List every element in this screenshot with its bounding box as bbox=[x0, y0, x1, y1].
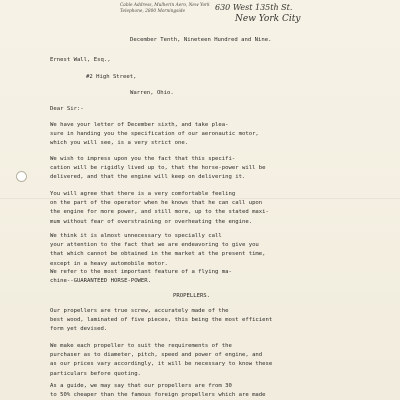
letter-date: December Tenth, Nineteen Hundred and Nine. bbox=[130, 37, 272, 43]
letterhead-address bbox=[215, 2, 365, 25]
paragraph-1: We have your letter of December sixth, and take plea- sure in handing you the specification of our aeronautic motor, which you will see, is a very strict one. bbox=[50, 122, 259, 147]
letterhead-telephone-line: Telephone, 2800 Morningside bbox=[120, 9, 186, 14]
paragraph-4: We think it is almost unnecessary to specially call your attention to the fact that we are endeavoring to give you that which cannot be obtained in the market at the present time, except in a heavy automobile motor. bbox=[50, 233, 266, 267]
letterhead-street: 630 West 135th St. bbox=[215, 3, 293, 12]
recipient-street: #2 High Street, bbox=[86, 74, 137, 80]
paragraph-2: We wish to impress upon you the fact that this specifi- cation will be rigidly lived up to, that the horse-power will be delivered, and that the engine will keep on delivering it. bbox=[50, 156, 266, 181]
recipient-name: Ernest Wall, Esq., bbox=[50, 57, 111, 63]
paragraph-3: You will agree that there is a very comfortable feeling on the part of the operator when he knows that he can call upon the engine for more power, and still more, up to the stated maxi- mum without fear of overstraining or overheating the engine. bbox=[50, 191, 269, 225]
punch-hole bbox=[16, 171, 27, 182]
recipient-city: Warren, Ohio. bbox=[130, 90, 174, 96]
letterhead-cable-line: Cable Address, Mulherin Aero, New York bbox=[120, 3, 210, 8]
propellers-heading: PROPELLERS. bbox=[173, 293, 211, 299]
salutation: Dear Sir:- bbox=[50, 106, 84, 112]
paper-fold-crease bbox=[0, 198, 400, 199]
paragraph-8: As a guide, we may say that our propellers are from 30 to 50% cheaper than the famous foreign propellers which are made bbox=[50, 383, 266, 399]
paragraph-5: We refer to the most important feature of a flying ma- chine--GUARANTEED HORSE-POWER. bbox=[50, 269, 232, 285]
paragraph-7: We make each propeller to suit the requirements of the purchaser as to diameter, pitch, speed and power of engine, and as our prices vary accordingly, it will be necessary to know these particulars before quoting. bbox=[50, 343, 273, 377]
paragraph-6: Our propellers are true screw, accurately made of the best wood, laminated of five pieces, this being the most efficient form yet devised. bbox=[50, 308, 273, 333]
letterhead-city: New York City bbox=[235, 14, 301, 24]
